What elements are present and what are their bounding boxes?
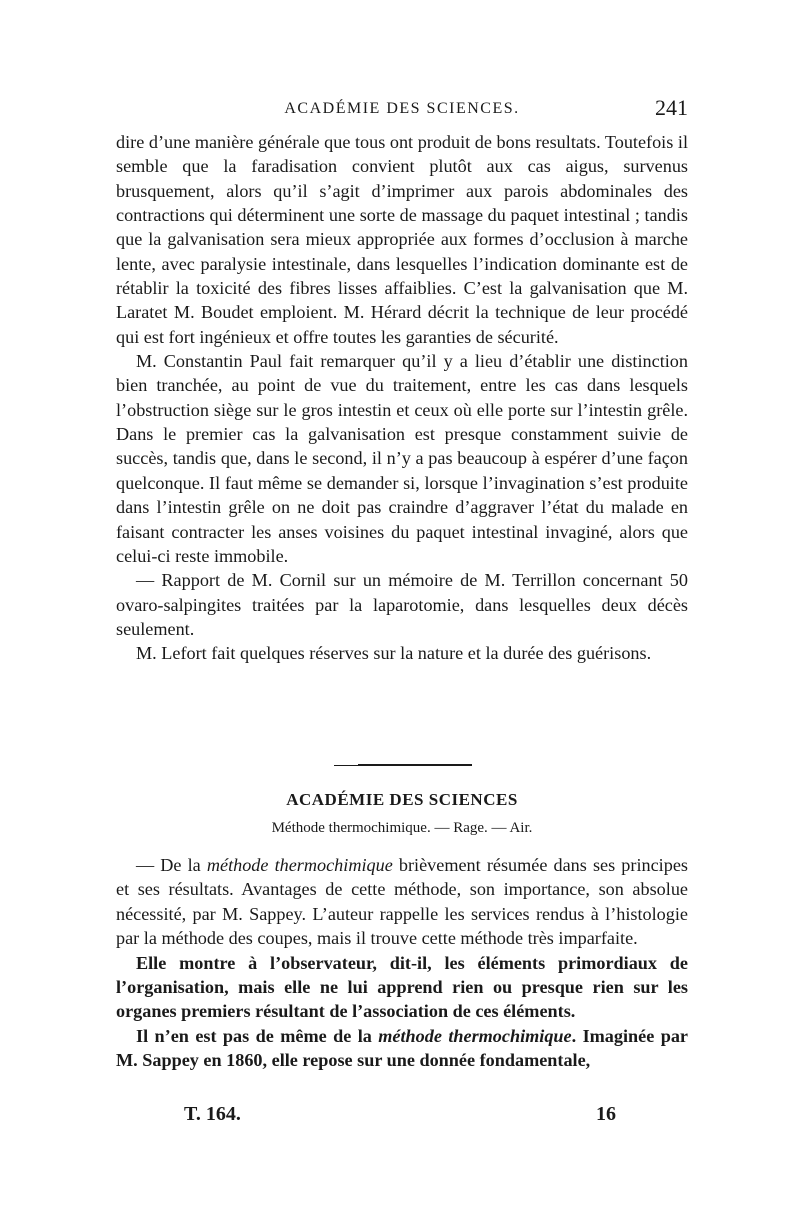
paragraph-2: M. Constantin Paul fait remarquer qu’il y a lieu d’établir une distinction bien tranchée, au point de vue du traitement, entre les cas dans lesquels l’obstruction siège sur le gros intestin et ceux où elle porte sur l’intestin grêle. Dans le premier cas la galvanisation est presque constamment suivie de succès, tandis que, dans le second, il n’y a pas beaucoup à espérer d’une façon quelconque. Il faut même se demander si, lorsque l’invagination s’est produite dans l’intestin grêle on ne doit pas craindre d’aggraver l’état du malade en faisant contracter les anses voisines du paquet intestinal invaginé, alors que celui-ci reste immobile. [116, 351, 688, 566]
section-divider [358, 764, 472, 766]
running-head: ACADÉMIE DES SCIENCES. [284, 100, 520, 117]
p1-dash: — De la [136, 855, 207, 875]
p1-italic: méthode thermochimique [206, 855, 393, 875]
volume-mark: T. 164. [184, 1103, 241, 1125]
page-header [116, 95, 688, 125]
gathering-number: 16 [596, 1103, 616, 1125]
section-subtitle: Méthode thermochimique. — Rage. — Air. [271, 820, 533, 836]
section-paragraph-2: Elle montre à l’observateur, dit-il, les éléments primordiaux de l’organisation, mais elle ne lui apprend rien ou presque rien sur les organes premiers résultant de l’association de ces éléments. [116, 952, 688, 1022]
page-number: 241 [655, 95, 688, 120]
signature-line [116, 1103, 688, 1133]
p3-start: Il n’en est pas de même de la [136, 1025, 379, 1046]
section-body [116, 853, 688, 1073]
paragraph-3: — Rapport de M. Cornil sur un mémoire de M. Terrillon concernant 50 ovaro-salpingites traitées par la laparotomie, dans lesquelles deux décès seulement. [116, 570, 688, 639]
paragraph-4: M. Lefort fait quelques réserves sur la nature et la durée des guérisons. [136, 643, 652, 664]
section-paragraph-3 [116, 1024, 688, 1073]
p3-rest: . Imaginée par M. Sappey en 1860, elle repose sur une donnée fondamentale, [116, 1025, 688, 1071]
paragraph-1: dire d’une manière générale que tous ont produit de bons resultats. Toutefois il semble que la faradisation convient plutôt aux cas aigus, survenus brusquement, alors qu’il s’agit d’imprimer aux parois abdominales des contractions qui déterminent une sorte de massage du paquet intestinal ; tandis que la galvanisation sera mieux appropriée aux formes d’occlusion à marche lente, avec paralysie intestinale, dans lesquelles l’indication dominante est de rétablir la toxicité des fibres lisses affaiblies. C’est la galvanisation que M. Laratet M. Boudet emploient. M. Hérard décrit la technique de leur procédé qui est fort ingénieux et offre toutes les garanties de sécurité. [116, 132, 688, 347]
body-text [116, 130, 688, 666]
p1-rest: brièvement résumée dans ses principes et ses résultats. Avantages de cette méthode, son importance, son absolue nécessité, par M. Sappey. L’auteur rappelle les services rendus à l’histologie par la méthode des coupes, mais il trouve cette méthode très imparfaite. [116, 855, 688, 949]
p3-italic: méthode thermochimique [378, 1025, 572, 1046]
section-title: ACADÉMIE DES SCIENCES [286, 790, 518, 809]
section-paragraph-1 [116, 853, 688, 951]
